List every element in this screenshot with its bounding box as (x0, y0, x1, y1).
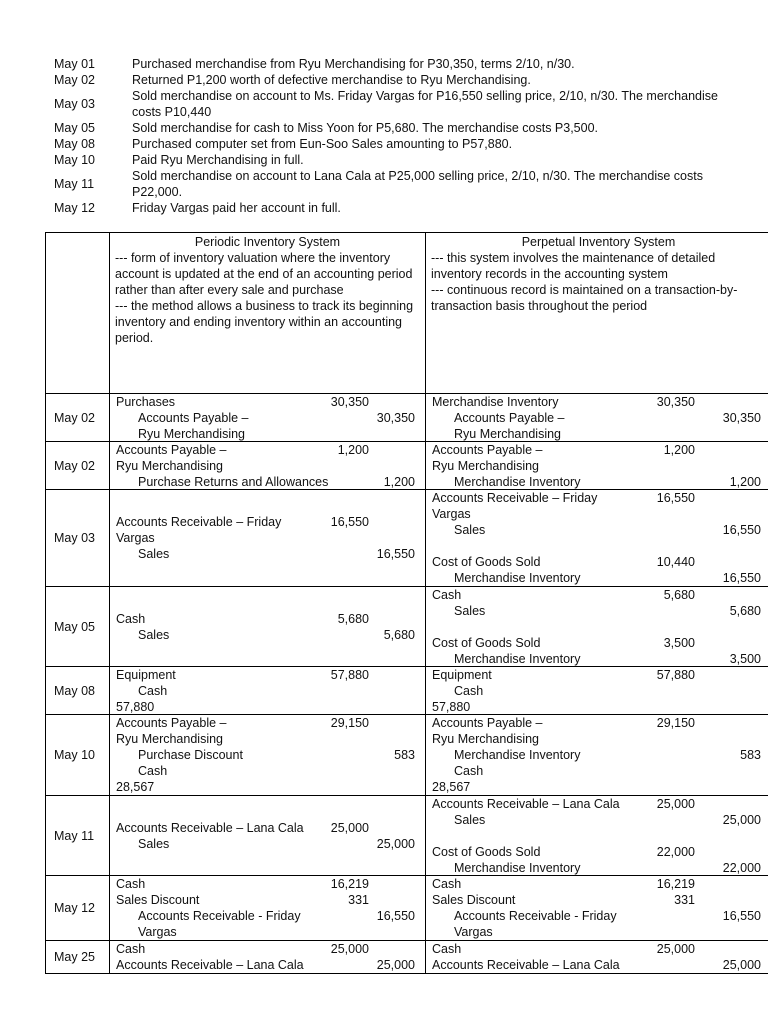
periodic-header-cell (110, 233, 426, 394)
transaction-date: May 12 (54, 201, 95, 215)
credit-amount: 1,200 (729, 475, 761, 489)
journal-row (46, 394, 768, 442)
perpetual-entry-cell (426, 715, 768, 796)
account-name: Accounts Receivable - Friday (138, 909, 301, 923)
account-name: Cash (138, 684, 168, 698)
account-name: Purchase Returns and Allowances (138, 475, 329, 489)
entry-date: May 12 (46, 876, 110, 941)
debit-amount: 57,880 (330, 668, 369, 682)
debit-amount: 331 (348, 893, 369, 907)
account-name: Purchase Discount (138, 748, 243, 762)
debit-amount: 29,150 (330, 716, 369, 730)
account-name: Ryu Merchandising (454, 427, 561, 441)
entry-date: May 05 (46, 587, 110, 667)
debit-amount: 30,350 (656, 395, 695, 409)
account-name: Vargas (454, 925, 493, 939)
entry-date: May 03 (46, 490, 110, 587)
journal-row (46, 442, 768, 490)
entry-date: May 08 (46, 667, 110, 715)
debit-amount: 29,150 (656, 716, 695, 730)
periodic-entry-cell (110, 394, 426, 442)
account-name: Sales (138, 628, 170, 642)
transaction-date: May 11 (54, 177, 95, 191)
periodic-description: --- form of inventory valuation where the inventory account is updated at the end of an accounting period rather than after every sale and purchase --- the method allows a business to track its beginning inventory and ending inventory within an accounting period. (115, 251, 414, 345)
periodic-entry-cell (110, 442, 426, 490)
transaction-description: Sold merchandise on account to Ms. Friday Vargas for P16,550 selling price, 2/10, n/30. The merchandise costs P10,440 (132, 89, 718, 119)
credit-amount: 25,000 (376, 958, 415, 972)
debit-amount: 25,000 (330, 821, 369, 835)
debit-amount: 22,000 (656, 845, 695, 859)
account-name: Cash (432, 588, 462, 602)
journal-row (46, 876, 768, 941)
debit-amount: 16,550 (656, 491, 695, 505)
credit-amount: 30,350 (376, 411, 415, 425)
debit-amount: 25,000 (656, 797, 695, 811)
debit-amount: 1,200 (337, 443, 369, 457)
debit-amount: 10,440 (656, 555, 695, 569)
transaction-date: May 10 (54, 153, 95, 167)
transaction-date: May 05 (54, 121, 95, 135)
credit-amount: 25,000 (722, 958, 761, 972)
perpetual-header-cell (426, 233, 768, 394)
journal-row (46, 796, 768, 876)
perpetual-entry-cell (426, 667, 768, 715)
periodic-entry-cell (110, 715, 426, 796)
perpetual-entry-cell (426, 442, 768, 490)
account-name: Cash (138, 764, 168, 778)
account-name: Accounts Receivable – Friday (116, 515, 282, 529)
periodic-entry-cell (110, 490, 426, 587)
account-name: Ryu Merchandising (116, 459, 223, 473)
account-name: Merchandise Inventory (454, 652, 581, 666)
perpetual-entry-cell (426, 796, 768, 876)
account-name: Equipment (432, 668, 492, 682)
debit-amount: 1,200 (663, 443, 695, 457)
transaction-description: Friday Vargas paid her account in full. (132, 201, 341, 215)
account-name: Vargas (138, 925, 177, 939)
account-name: Cost of Goods Sold (432, 555, 541, 569)
periodic-title: Periodic Inventory System (194, 235, 341, 249)
transaction-date: May 03 (54, 97, 95, 111)
account-name: Ryu Merchandising (432, 459, 539, 473)
entry-date: May 02 (46, 442, 110, 490)
perpetual-entry-cell (426, 394, 768, 442)
transaction-description: Returned P1,200 worth of defective merchandise to Ryu Merchandising. (132, 73, 531, 87)
perpetual-entry-cell (426, 490, 768, 587)
credit-amount: 16,550 (722, 571, 761, 585)
account-name: Ryu Merchandising (138, 427, 245, 441)
perpetual-title: Perpetual Inventory System (521, 235, 676, 249)
credit-amount: 16,550 (722, 909, 761, 923)
journal-row (46, 941, 768, 974)
credit-amount: 22,000 (722, 861, 761, 875)
account-name: Sales Discount (432, 893, 516, 907)
debit-amount: 5,680 (663, 588, 695, 602)
account-name: Cash (116, 877, 146, 891)
entry-date: May 11 (46, 796, 110, 876)
debit-amount: 331 (674, 893, 695, 907)
transaction-description: Sold merchandise on account to Lana Cala at P25,000 selling price, 2/10, n/30. The merchandise costs P22,000. (132, 169, 703, 199)
perpetual-entry-cell (426, 587, 768, 667)
account-name: Merchandise Inventory (454, 475, 581, 489)
account-name: 28,567 (432, 780, 471, 794)
empty-corner-cell (46, 233, 110, 394)
debit-amount: 25,000 (656, 942, 695, 956)
credit-amount: 1,200 (383, 475, 415, 489)
journal-entries-table (45, 232, 768, 974)
entry-date: May 02 (46, 394, 110, 442)
account-name: Accounts Receivable – Lana Cala (116, 958, 304, 972)
debit-amount: 16,219 (656, 877, 695, 891)
account-name: Accounts Receivable - Friday (454, 909, 617, 923)
account-name: Merchandise Inventory (454, 748, 581, 762)
credit-amount: 25,000 (722, 813, 761, 827)
account-name: Sales Discount (116, 893, 200, 907)
account-name: Cost of Goods Sold (432, 845, 541, 859)
journal-row (46, 667, 768, 715)
credit-amount: 583 (394, 748, 415, 762)
account-name: 57,880 (432, 700, 471, 714)
account-name: Sales (454, 523, 486, 537)
account-name: Cost of Goods Sold (432, 636, 541, 650)
transaction-description: Purchased merchandise from Ryu Merchandising for P30,350, terms 2/10, n/30. (132, 57, 575, 71)
account-name: Accounts Receivable – Lana Cala (432, 958, 620, 972)
account-name: Accounts Receivable – Friday (432, 491, 598, 505)
account-name: Equipment (116, 668, 176, 682)
account-name: Cash (432, 942, 462, 956)
journal-row (46, 490, 768, 587)
periodic-entry-cell (110, 941, 426, 974)
periodic-entry-cell (110, 876, 426, 941)
account-name: Accounts Payable – (138, 411, 249, 425)
perpetual-entry-cell (426, 876, 768, 941)
periodic-entry-cell (110, 667, 426, 715)
transaction-date: May 08 (54, 137, 95, 151)
transaction-date: May 01 (54, 57, 95, 71)
account-name: Vargas (432, 507, 471, 521)
account-name: Sales (454, 813, 486, 827)
debit-amount: 3,500 (663, 636, 695, 650)
account-name: Vargas (116, 531, 155, 545)
account-name: Cash (116, 612, 146, 626)
account-name: Accounts Payable – (116, 716, 227, 730)
debit-amount: 16,219 (330, 877, 369, 891)
journal-row (46, 715, 768, 796)
credit-amount: 30,350 (722, 411, 761, 425)
account-name: Ryu Merchandising (432, 732, 539, 746)
account-name: Cash (454, 684, 484, 698)
account-name: Sales (138, 547, 170, 561)
credit-amount: 16,550 (722, 523, 761, 537)
debit-amount: 30,350 (330, 395, 369, 409)
table-header-row (46, 233, 768, 394)
periodic-entry-cell (110, 587, 426, 667)
journal-row (46, 587, 768, 667)
account-name: 28,567 (116, 780, 155, 794)
periodic-entry-cell (110, 796, 426, 876)
account-name: Ryu Merchandising (116, 732, 223, 746)
account-name: Accounts Receivable – Lana Cala (116, 821, 304, 835)
debit-amount: 25,000 (330, 942, 369, 956)
credit-amount: 5,680 (383, 628, 415, 642)
credit-amount: 3,500 (729, 652, 761, 666)
transaction-description: Sold merchandise for cash to Miss Yoon for P5,680. The merchandise costs P3,500. (132, 121, 599, 135)
account-name: Sales (454, 604, 486, 618)
debit-amount: 16,550 (330, 515, 369, 529)
account-name: Merchandise Inventory (454, 571, 581, 585)
credit-amount: 583 (740, 748, 761, 762)
perpetual-description: --- this system involves the maintenance of detailed inventory records in the accounting system --- continuous record is maintained on a transaction-by-transaction basis throughout the period (431, 251, 738, 313)
credit-amount: 16,550 (376, 547, 415, 561)
credit-amount: 16,550 (376, 909, 415, 923)
account-name: Accounts Payable – (432, 443, 543, 457)
account-name: Accounts Payable – (454, 411, 565, 425)
perpetual-entry-cell (426, 941, 768, 974)
account-name: Merchandise Inventory (454, 861, 581, 875)
account-name: Merchandise Inventory (432, 395, 559, 409)
account-name: Accounts Payable – (432, 716, 543, 730)
account-name: Accounts Payable – (116, 443, 227, 457)
debit-amount: 57,880 (656, 668, 695, 682)
account-name: Cash (116, 942, 146, 956)
account-name: Sales (138, 837, 170, 851)
account-name: Cash (432, 877, 462, 891)
credit-amount: 25,000 (376, 837, 415, 851)
account-name: Accounts Receivable – Lana Cala (432, 797, 620, 811)
account-name: 57,880 (116, 700, 155, 714)
entry-date: May 10 (46, 715, 110, 796)
account-name: Purchases (116, 395, 176, 409)
entry-date: May 25 (46, 941, 110, 974)
transaction-description: Paid Ryu Merchandising in full. (132, 153, 304, 167)
transaction-date: May 02 (54, 73, 95, 87)
credit-amount: 5,680 (729, 604, 761, 618)
transaction-description: Purchased computer set from Eun-Soo Sales amounting to P57,880. (132, 137, 513, 151)
account-name: Cash (454, 764, 484, 778)
debit-amount: 5,680 (337, 612, 369, 626)
